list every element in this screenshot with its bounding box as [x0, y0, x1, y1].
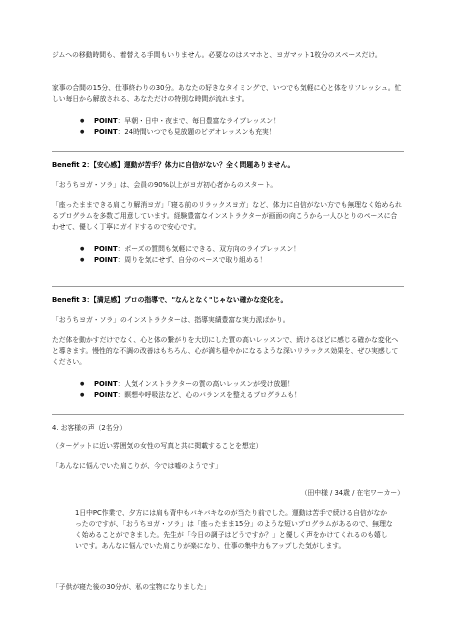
benefit2-paragraph-2: 「座ったままできる肩こり解消ヨガ」「寝る前のリラックスヨガ」など、体力に自信がない方でも無理なく始められるプログラムを多数ご用意しています。経験豊富なインストラクターが画面の向こうから一人ひとりのペースに合わせて、優しく丁寧にガイドするので安心です。 — [52, 201, 402, 231]
list-item — [80, 379, 410, 390]
benefit3-paragraph-1: 「おうちヨガ・ソラ」のインストラクターは、指導実績豊富な実力派ばかり。 — [52, 316, 290, 324]
list-item — [80, 127, 410, 138]
point-label: POINT — [94, 391, 118, 399]
benefit3-paragraph-2: ただ体を動かすだけでなく、心と体の繋がりを大切にした質の高いレッスンで、続けるほどに感じる確かな変化へと導きます。慢性的な不調の改善はもちろん、心が満ち穏やかになるような深いリラックス効果を、ぜひ実感してください。 — [52, 336, 399, 366]
list-item — [80, 244, 410, 255]
point-label: POINT — [94, 128, 118, 136]
voices-note: （ターゲットに近い雰囲気の女性の写真と共に掲載することを想定） — [52, 442, 263, 450]
voice2-title: 「子供が寝た後の30分が、私の宝物になりました」 — [52, 583, 211, 591]
list-item — [80, 255, 410, 266]
benefit3-points — [80, 379, 410, 401]
list-item — [80, 390, 410, 401]
voice1-body: 1日中PC作業で、夕方には肩も背中もバキバキなのが当たり前でした。運動は苦手で続ける自信がなかったのですが、「おうちヨガ・ソラ」は「座ったまま15分」のような短いプログラムがあるので、無理なく始めることができました。先生が「今日の調子はどうですか？」と優しく声をかけてくれるのも嬉しいです。あんなに悩んでいた肩こりが楽になり、仕事の集中力もアップした気がします。 — [75, 509, 393, 550]
point-text: ：早朝・日中・夜まで、毎日豊富なライブレッスン！ — [117, 117, 280, 125]
voices-heading: 4. お客様の声（2名分） — [52, 424, 127, 432]
point-label: POINT — [94, 256, 118, 264]
point-text: ：ポーズの質問も気軽にできる、双方向のライブレッスン！ — [117, 245, 301, 253]
list-item — [80, 116, 410, 127]
point-label: POINT — [94, 117, 118, 125]
section-divider — [52, 414, 404, 415]
benefit3-heading: Benefit 3：【満足感】プロの指導で、"なんとなく"じゃない確かな変化を。 — [52, 296, 288, 304]
voice1-title: 「あんなに悩んでいた肩こりが、今では嘘のようです」 — [52, 462, 222, 470]
benefit2-paragraph-1: 「おうちヨガ・ソラ」は、会員の90%以上がヨガ初心者からのスタート。 — [52, 181, 278, 189]
benefit2-heading: Benefit 2：【安心感】運動が苦手？体力に自信がない？全く問題ありません。 — [52, 161, 295, 169]
section-divider — [52, 151, 404, 152]
point-text: ：24時間いつでも見放題のビデオレッスンも充実！ — [117, 128, 276, 136]
point-text: ：周りを気にせず、自分のペースで取り組める！ — [117, 256, 267, 264]
point-text: ：瞑想や呼吸法など、心のバランスを整えるプログラムも！ — [117, 391, 301, 399]
intro-points — [80, 116, 410, 138]
benefit2-points — [80, 244, 410, 266]
point-label: POINT — [94, 245, 118, 253]
point-label: POINT — [94, 380, 118, 388]
point-text: ：人気インストラクターの質の高いレッスンが受け放題！ — [117, 380, 294, 388]
section-divider — [52, 286, 404, 287]
intro-paragraph-1: ジムへの移動時間も、着替える手間もいりません。必要なのはスマホと、ヨガマット1枚分のスペースだけ。 — [52, 51, 382, 59]
voice1-author: （田中様 / 34歳 / 在宅ワーカー） — [300, 489, 404, 497]
intro-paragraph-2: 家事の合間の15分、仕事終わりの30分。あなたの好きなタイミングで、いつでも気軽に心と体をリフレッシュ。忙しい毎日から解放される、あなただけの特別な時間が流れます。 — [52, 84, 402, 103]
